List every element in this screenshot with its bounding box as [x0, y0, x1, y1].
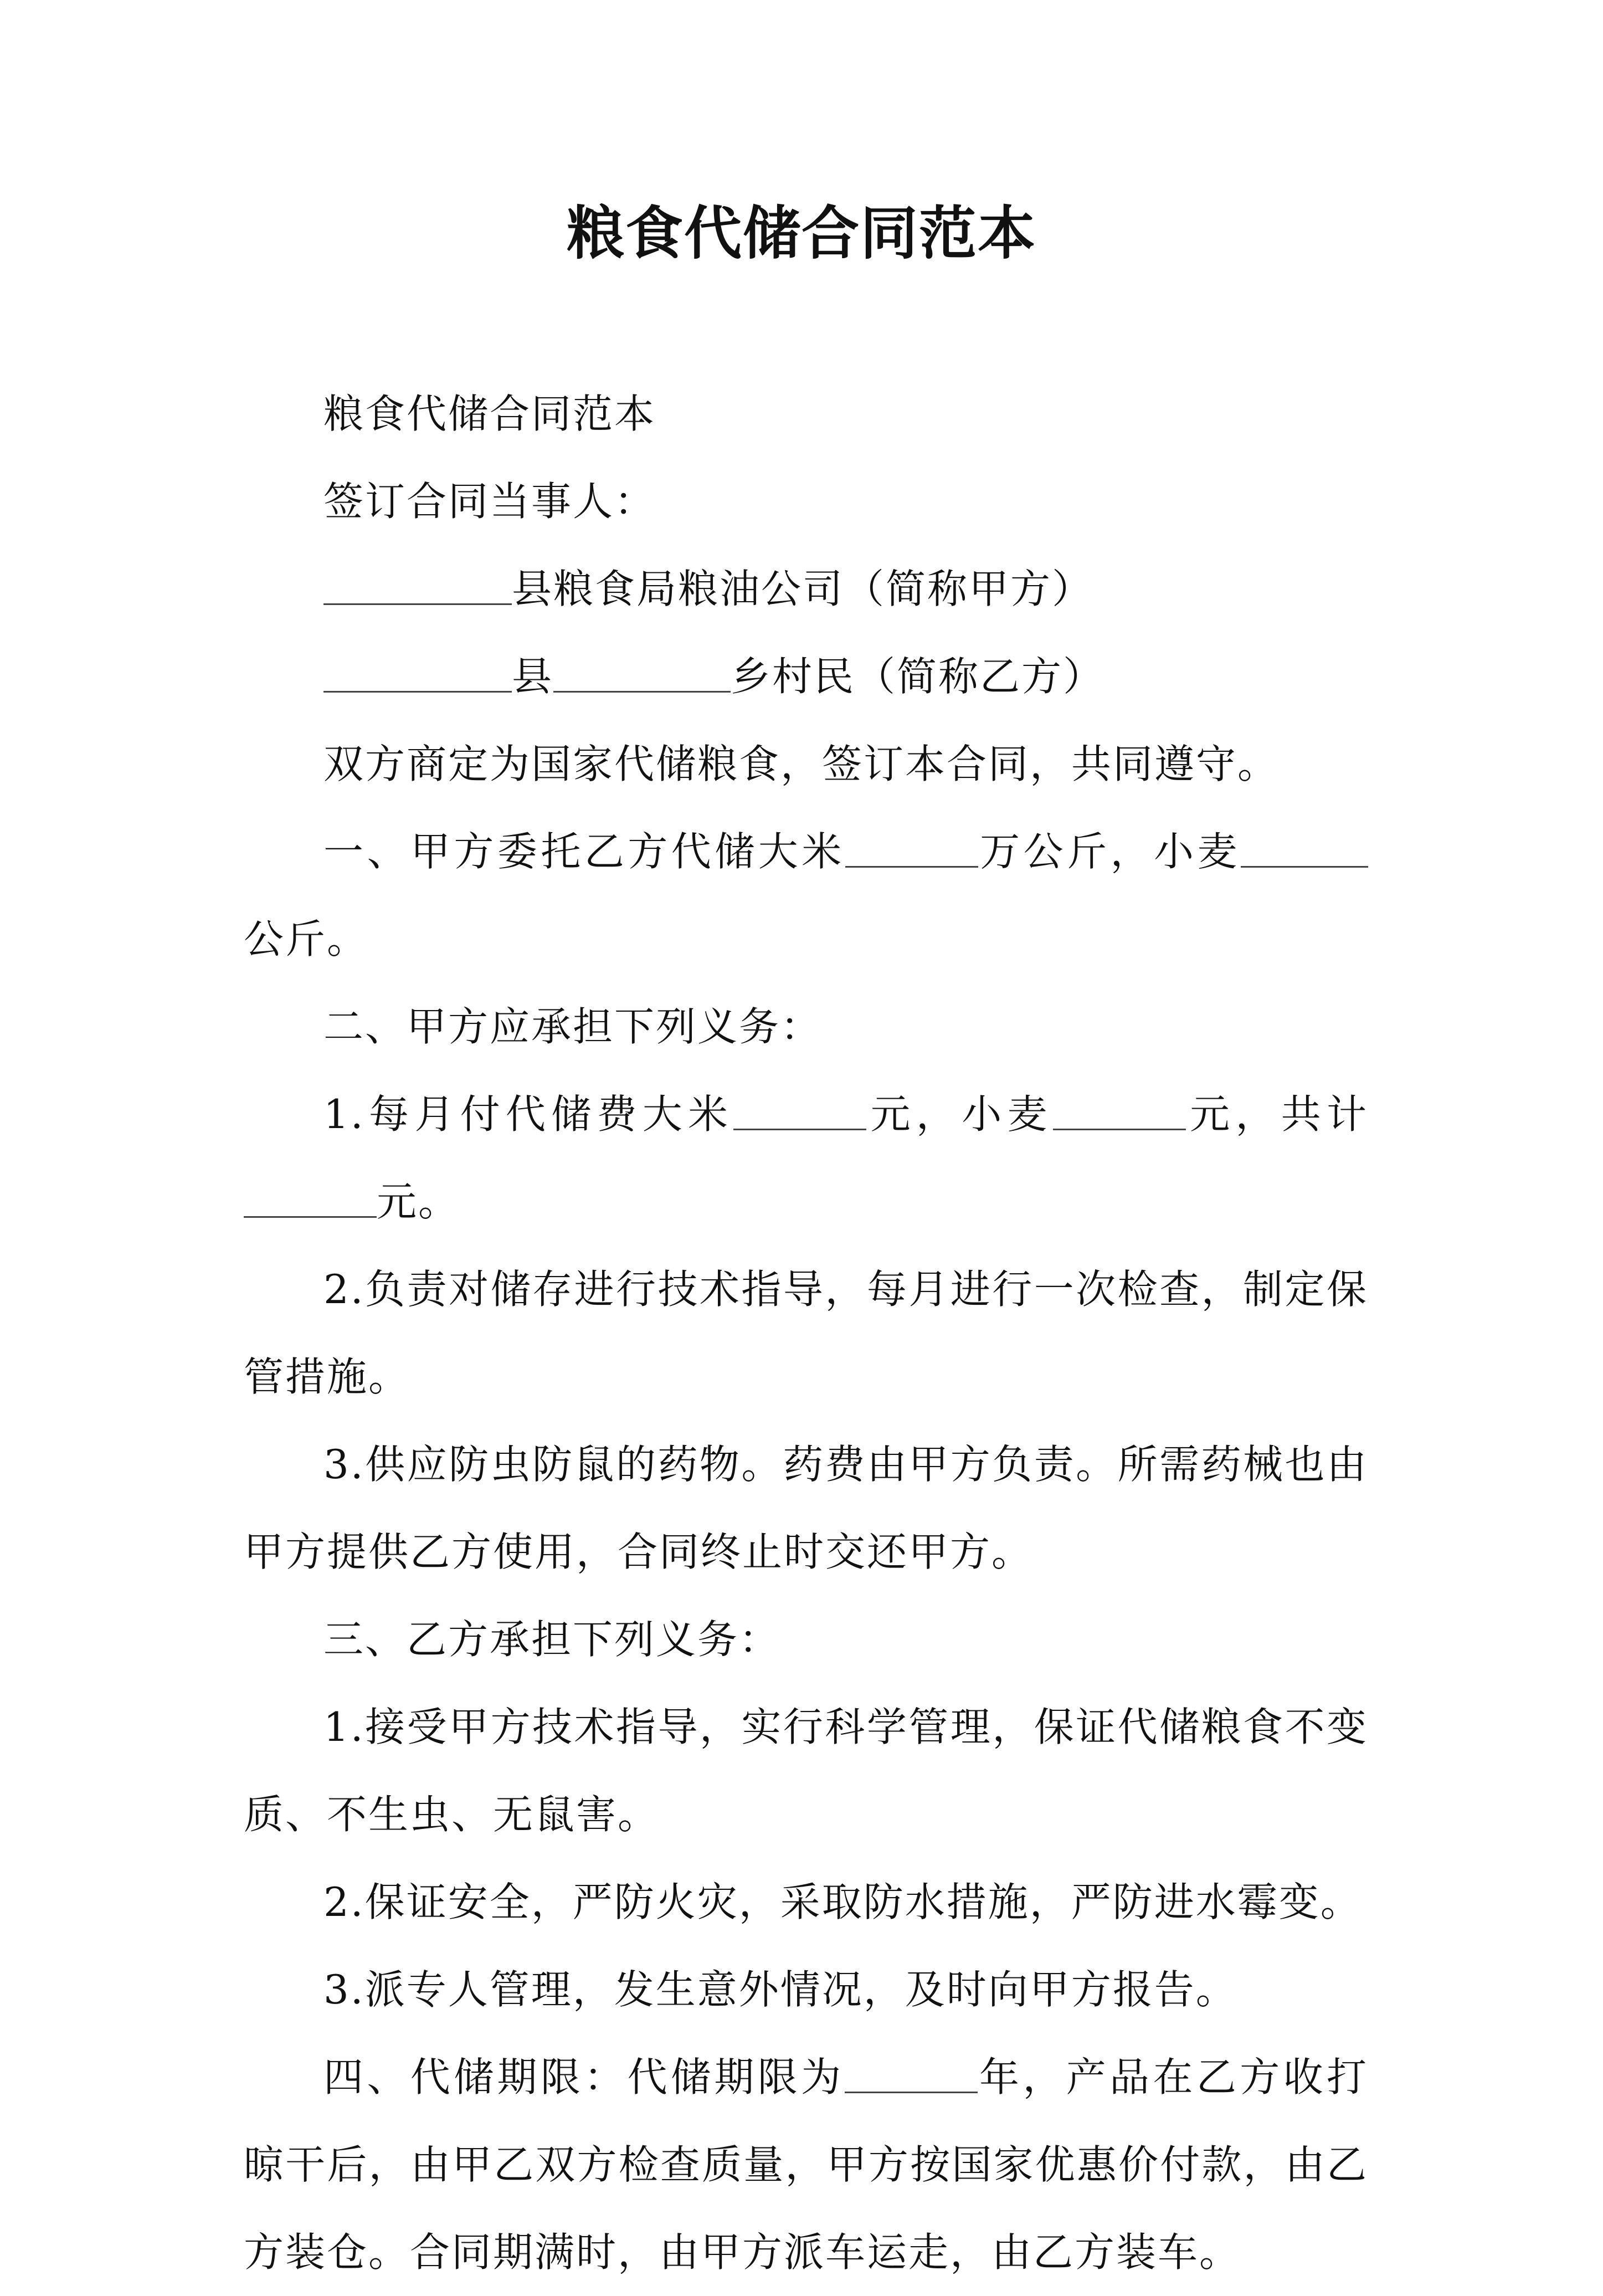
paragraph-clause-3-heading: [244, 1596, 1368, 1683]
paragraph-text: 2.保证安全，严防火灾，采取防水措施，严防进水霉变。: [323, 1879, 1362, 1925]
paragraph-clause-2-item-2: [244, 1246, 1368, 1421]
paragraph-parties-label: [244, 458, 1368, 545]
blank-field: [845, 2052, 978, 2093]
paragraph-text: 签订合同当事人：: [323, 478, 656, 525]
paragraph-text: 3.派专人管理，发生意外情况，及时向甲方报告。: [323, 1966, 1237, 2013]
paragraph-text: 三、乙方承担下列义务：: [323, 1616, 781, 1663]
blank-field: [553, 651, 731, 693]
paragraph-text: 年，产品在乙方收打晾干后，由甲乙双方检查质量，甲方按国家优惠价付款，由乙方装仓。合同期满时，由甲方派车运走，由乙方装车。: [244, 2054, 1368, 2276]
paragraph-text: 元，小麦: [866, 1091, 1053, 1137]
paragraph-text: 二、甲方应承担下列义务：: [323, 1003, 823, 1050]
paragraph-text: 乡村民（简称乙方）: [731, 653, 1105, 700]
blank-field: [733, 1089, 866, 1130]
paragraph-text: 3.供应防虫防鼠的药物。药费由甲方负责。所需药械也由甲方提供乙方使用，合同终止时交还甲方。: [244, 1441, 1368, 1575]
paragraph-clause-3-item-3: [244, 1946, 1368, 2033]
blank-field: [323, 563, 512, 605]
paragraph-text: 1.接受甲方技术指导，实行科学管理，保证代储粮食不变质、不生虫、无鼠害。: [244, 1704, 1368, 1838]
paragraph-text: 四、代储期限：代储期限为: [323, 2054, 845, 2100]
document-body: [244, 370, 1368, 2296]
blank-field: [845, 826, 978, 868]
paragraph-text: 双方商定为国家代储粮食，签订本合同，共同遵守。: [323, 741, 1280, 787]
paragraph-clause-4: [244, 2033, 1368, 2296]
blank-field: [1053, 1089, 1186, 1130]
paragraph-clause-1: [244, 808, 1368, 983]
blank-field: [323, 651, 512, 693]
paragraph-party-a: [244, 545, 1368, 633]
paragraph-agreement: [244, 720, 1368, 808]
paragraph-clause-2-item-1: [244, 1070, 1368, 1246]
paragraph-text: 一、甲方委托乙方代储大米: [323, 828, 845, 875]
paragraph-clause-2-item-3: [244, 1421, 1368, 1596]
blank-field: [244, 1176, 377, 1218]
paragraph-text: 公斤。: [244, 916, 369, 962]
paragraph-text: 县粮食局粮油公司（简称甲方）: [512, 566, 1094, 612]
paragraph-text: 1.每月付代储费大米: [323, 1091, 734, 1137]
paragraph-text: 2.负责对储存进行技术指导，每月进行一次检查，制定保管措施。: [244, 1266, 1368, 1400]
paragraph-party-b: [244, 633, 1368, 720]
paragraph-clause-3-item-1: [244, 1683, 1368, 1858]
paragraph-text: 粮食代储合同范本: [323, 391, 656, 437]
paragraph-text: 万公斤，小麦: [978, 828, 1241, 875]
paragraph-clause-2-heading: [244, 983, 1368, 1070]
paragraph-text: 县: [512, 653, 554, 700]
document-title: 粮食代储合同范本: [566, 199, 1036, 267]
paragraph-heading: [244, 370, 1368, 458]
paragraph-clause-3-item-2: [244, 1858, 1368, 1946]
blank-field: [1241, 826, 1368, 868]
paragraph-text: 元，共计: [1185, 1091, 1368, 1137]
paragraph-text: 元。: [377, 1178, 460, 1225]
